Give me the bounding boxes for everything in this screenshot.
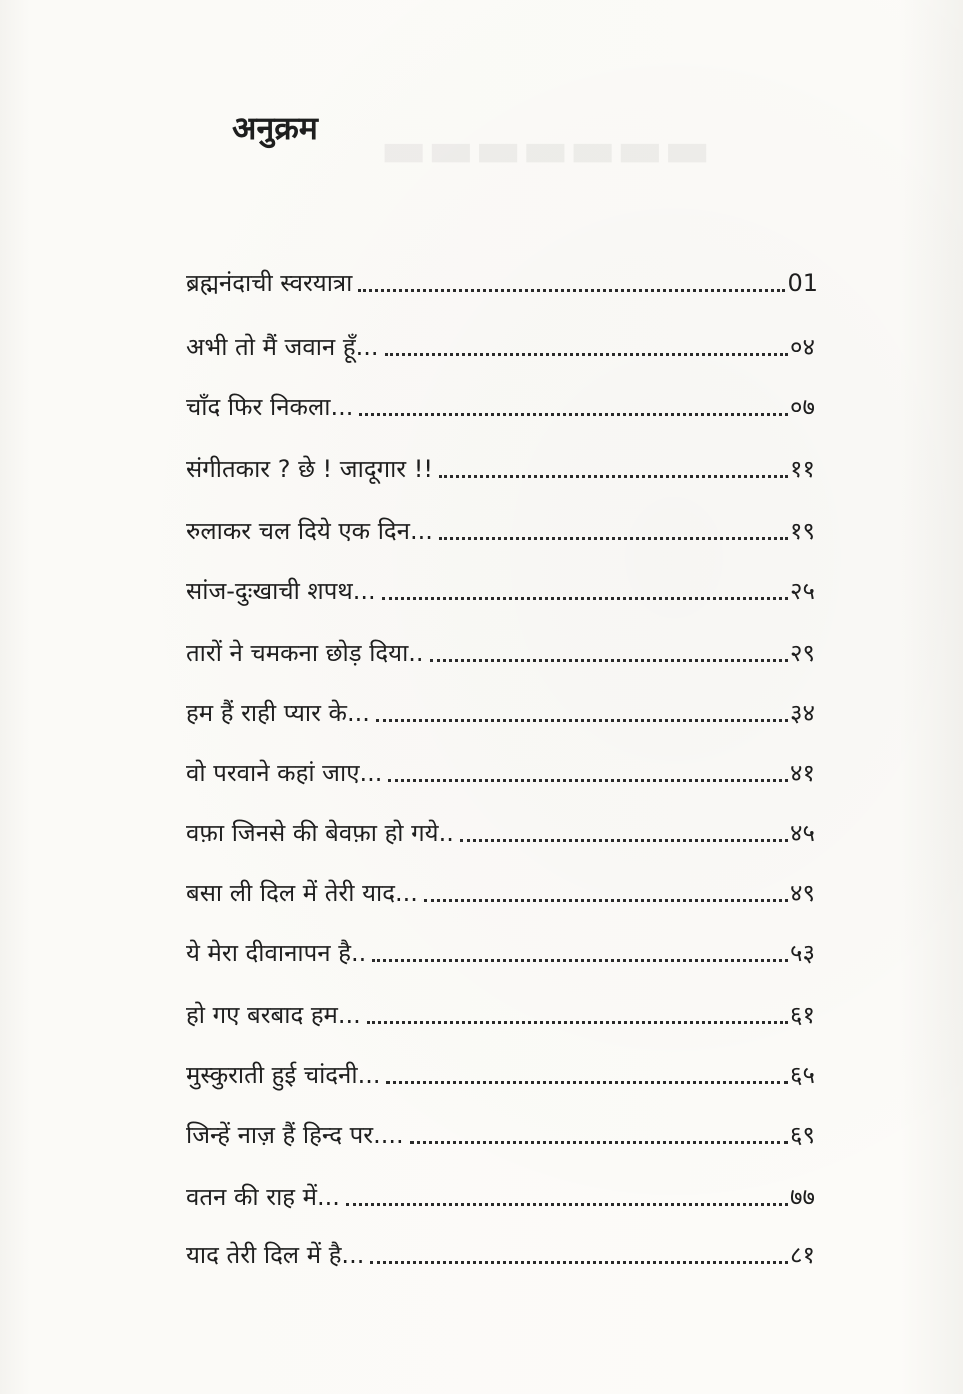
toc-entry-title: ये मेरा दीवानापन है.. [186,939,367,967]
toc-entry-title: हम हैं राही प्यार के... [186,699,370,727]
toc-entry-title: अभी तो मैं जवान हूँ... [186,333,379,361]
toc-entry-title: जिन्हें नाज़ हैं हिन्द पर.... [186,1121,404,1149]
dot-leader [372,959,788,962]
dot-leader [388,779,788,782]
toc-entry-title: चाँद फिर निकला... [186,393,354,421]
toc-entry-title: मुस्कुराती हुई चांदनी... [186,1061,381,1089]
toc-entry [186,1176,815,1212]
toc-entry-title: ब्रह्मनंदाची स्वरयात्रा [186,269,353,297]
toc-entry [186,1054,815,1090]
toc-entry-title: रुलाकर चल दिये एक दिन... [186,517,433,545]
dot-leader [439,537,788,540]
toc-entry-page-number: ८१ [790,1241,815,1269]
toc-entry [186,386,815,422]
show-through-text: ▬▬▬▬▬▬▬ [380,120,711,178]
toc-entry [186,692,815,728]
toc-entry-page-number: २९ [790,639,815,667]
contents-heading: अनुक्रम [232,109,318,147]
toc-entry [186,752,815,788]
dot-leader [430,659,788,662]
toc-entry-page-number: ११ [790,455,815,483]
dot-leader [359,413,788,416]
toc-entry [186,510,815,546]
toc-entry-title: वफ़ा जिनसे की बेवफ़ा हो गये.. [186,819,454,847]
toc-entry [186,326,815,362]
dot-leader [460,839,788,842]
dot-leader [386,1081,788,1084]
toc-entry-page-number: ४५ [790,819,815,847]
toc-entry [186,932,815,968]
toc-entry [186,570,815,606]
dot-leader [367,1021,788,1024]
dot-leader [370,1261,788,1264]
dot-leader [385,353,789,356]
dot-leader [358,289,785,292]
dot-leader [410,1141,788,1144]
toc-entry-title: संगीतकार ? छे ! जादूगार !! [186,455,433,483]
toc-entry-page-number: ३४ [790,699,815,727]
toc-entry-page-number: ७७ [790,1183,815,1211]
toc-entry [186,1234,815,1270]
dot-leader [424,899,788,902]
dot-leader [346,1203,788,1206]
toc-entry-page-number: ६९ [790,1121,815,1149]
toc-entry-title: हो गए बरबाद हम... [186,1001,361,1029]
toc-entry [186,632,815,668]
toc-entry-title: सांज-दुःखाची शपथ... [186,577,376,605]
toc-entry-title: बसा ली दिल में तेरी याद... [186,879,418,907]
toc-entry-page-number: ५३ [790,939,815,967]
toc-entry-page-number: ४१ [790,759,815,787]
toc-entry-title: तारों ने चमकना छोड़ दिया.. [186,639,424,667]
toc-entry-page-number: १९ [790,517,815,545]
dot-leader [439,475,788,478]
toc-entry [186,262,818,298]
toc-entry-page-number: ०४ [790,333,815,361]
toc-entry-title: याद तेरी दिल में है... [186,1241,365,1269]
toc-entry-page-number: ६५ [790,1061,815,1089]
toc-entry-page-number: २५ [790,577,815,605]
toc-entry [186,448,815,484]
toc-entry-page-number: 01 [787,269,818,297]
toc-entry [186,812,815,848]
dot-leader [382,597,788,600]
toc-entry-title: वो परवाने कहां जाए... [186,759,383,787]
toc-entry-title: वतन की राह में... [186,1183,340,1211]
toc-entry-page-number: ६१ [790,1001,815,1029]
toc-entry-page-number: ४९ [790,879,815,907]
dot-leader [376,719,788,722]
toc-entry [186,1114,815,1150]
toc-entry [186,872,815,908]
toc-entry [186,994,815,1030]
toc-entry-page-number: ०७ [790,393,815,421]
